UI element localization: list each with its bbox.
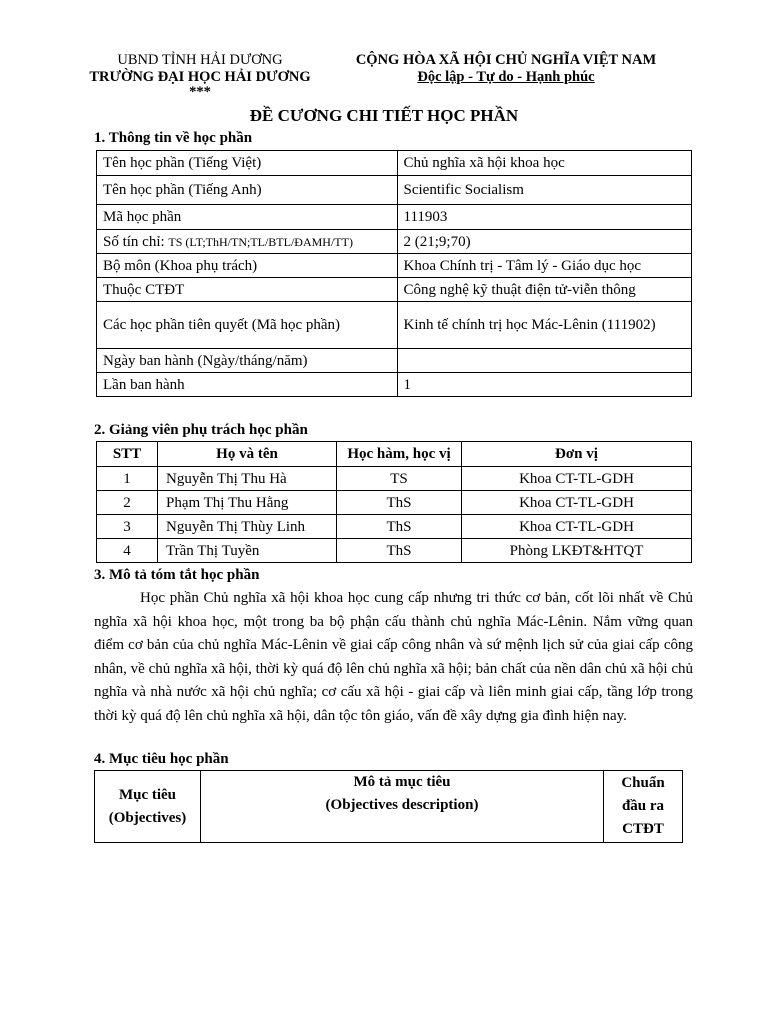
cell-stt: 2 <box>97 491 158 515</box>
cell-unit: Phòng LKĐT&HTQT <box>462 539 692 563</box>
table-row <box>97 349 692 373</box>
col-unit: Đơn vị <box>462 442 692 467</box>
table-row <box>97 539 692 563</box>
cell-name: Nguyễn Thị Thùy Linh <box>158 515 337 539</box>
table-row <box>97 373 692 397</box>
cell-name: Phạm Thị Thu Hằng <box>158 491 337 515</box>
col-stt: STT <box>97 442 158 467</box>
info-value: 111903 <box>397 205 692 230</box>
table-row <box>97 491 692 515</box>
school-name: TRƯỜNG ĐẠI HỌC HẢI DƯƠNG <box>89 69 311 85</box>
info-label: Các học phần tiên quyết (Mã học phần) <box>97 302 398 349</box>
col-outcomes-label-3: CTĐT <box>622 821 664 837</box>
info-value: Scientific Socialism <box>397 176 692 205</box>
info-label: Tên học phần (Tiếng Việt) <box>97 151 398 176</box>
col-description <box>201 771 604 843</box>
table-row <box>97 302 692 349</box>
col-name: Họ và tên <box>158 442 337 467</box>
cell-unit: Khoa CT-TL-GDH <box>462 515 692 539</box>
col-outcomes <box>604 771 683 843</box>
info-label: Ngày ban hành (Ngày/tháng/năm) <box>97 349 398 373</box>
info-label-credits <box>97 230 398 254</box>
cell-unit: Khoa CT-TL-GDH <box>462 491 692 515</box>
table-row <box>97 151 692 176</box>
table-row <box>97 205 692 230</box>
col-objectives-label-en: (Objectives) <box>108 809 187 826</box>
info-value: Công nghệ kỹ thuật điện tử-viễn thông <box>397 278 692 302</box>
table-row <box>97 515 692 539</box>
cell-name: Trần Thị Tuyền <box>158 539 337 563</box>
cell-stt: 3 <box>97 515 158 539</box>
cell-degree: ThS <box>337 539 462 563</box>
table-header-row <box>97 442 692 467</box>
cell-unit: Khoa CT-TL-GDH <box>462 467 692 491</box>
info-label: Thuộc CTĐT <box>97 278 398 302</box>
section2-heading: 2. Giảng viên phụ trách học phần <box>94 422 308 438</box>
info-value: Khoa Chính trị - Tâm lý - Giáo dục học <box>397 254 692 278</box>
info-label: Mã học phần <box>97 205 398 230</box>
cell-degree: TS <box>337 467 462 491</box>
document-title: ĐỀ CƯƠNG CHI TIẾT HỌC PHẦN <box>249 106 519 125</box>
objectives-table <box>94 770 683 843</box>
table-row <box>97 176 692 205</box>
country-name: CỘNG HÒA XÃ HỘI CHỦ NGHĨA VIỆT NAM <box>355 52 657 68</box>
col-objectives-label: Mục tiêu <box>118 786 177 803</box>
info-value: Kinh tế chính trị học Mác-Lênin (111902) <box>397 302 692 349</box>
table-row <box>97 254 692 278</box>
agency-name: UBND TỈNH HẢI DƯƠNG <box>117 52 283 68</box>
section3-heading: 3. Mô tả tóm tắt học phần <box>94 567 260 583</box>
info-value: 1 <box>397 373 692 397</box>
col-outcomes-label-1: Chuẩn <box>621 775 665 791</box>
national-motto-block <box>336 52 676 86</box>
cell-stt: 4 <box>97 539 158 563</box>
cell-degree: ThS <box>337 491 462 515</box>
course-info-table <box>96 150 692 397</box>
course-description: Học phần Chủ nghĩa xã hội khoa học cung cấp nhưng tri thức cơ bản, cốt lõi nhất về Chủ nghĩa xã hội khoa học, một trong ba bộ phận cấu thành chủ nghĩa Mác-Lênin. Nắm vững quan điểm cơ bản của chủ nghĩa Mác-Lênin về giai cấp công nhân và sứ mệnh lịch sử của giai cấp công nhân, về chủ nghĩa xã hội, thời kỳ quá độ lên chủ nghĩa xã hội; bản chất của nền dân chủ xã hội chủ nghĩa và nhà nước xã hội chủ nghĩa; cơ cấu xã hội - giai cấp và liên minh giai cấp, tầng lớp trong thời kỳ quá độ lên chủ nghĩa xã hội, dân tộc tôn giáo, vấn đề xây dựng gia đình hiện nay. <box>94 590 694 724</box>
lecturers-table <box>96 441 692 563</box>
info-value: 2 (21;9;70) <box>397 230 692 254</box>
table-row <box>97 230 692 254</box>
col-description-label-en: (Objectives description) <box>325 797 479 813</box>
col-description-label: Mô tả mục tiêu <box>353 774 451 790</box>
col-outcomes-label-2: đầu ra <box>621 798 665 814</box>
info-label: Bộ môn (Khoa phụ trách) <box>97 254 398 278</box>
table-row <box>97 278 692 302</box>
motto: Độc lập - Tự do - Hạnh phúc <box>417 69 595 85</box>
section4-heading: 4. Mục tiêu học phần <box>94 751 229 767</box>
separator-stars: *** <box>189 84 211 100</box>
credits-label-detail: TS (LT;ThH/TN;TL/BTL/ĐAMH/TT) <box>168 234 353 249</box>
section1-heading: 1. Thông tin về học phần <box>94 130 253 146</box>
cell-stt: 1 <box>97 467 158 491</box>
info-label: Lần ban hành <box>97 373 398 397</box>
credits-label: Số tín chỉ: <box>103 233 169 250</box>
col-degree: Học hàm, học vị <box>337 442 462 467</box>
cell-degree: ThS <box>337 515 462 539</box>
info-label: Tên học phần (Tiếng Anh) <box>97 176 398 205</box>
col-objectives <box>95 771 201 843</box>
table-header-row <box>95 771 683 843</box>
cell-name: Nguyễn Thị Thu Hà <box>158 467 337 491</box>
table-row <box>97 467 692 491</box>
info-value <box>397 349 692 373</box>
agency-block <box>84 52 316 98</box>
info-value: Chủ nghĩa xã hội khoa học <box>397 151 692 176</box>
